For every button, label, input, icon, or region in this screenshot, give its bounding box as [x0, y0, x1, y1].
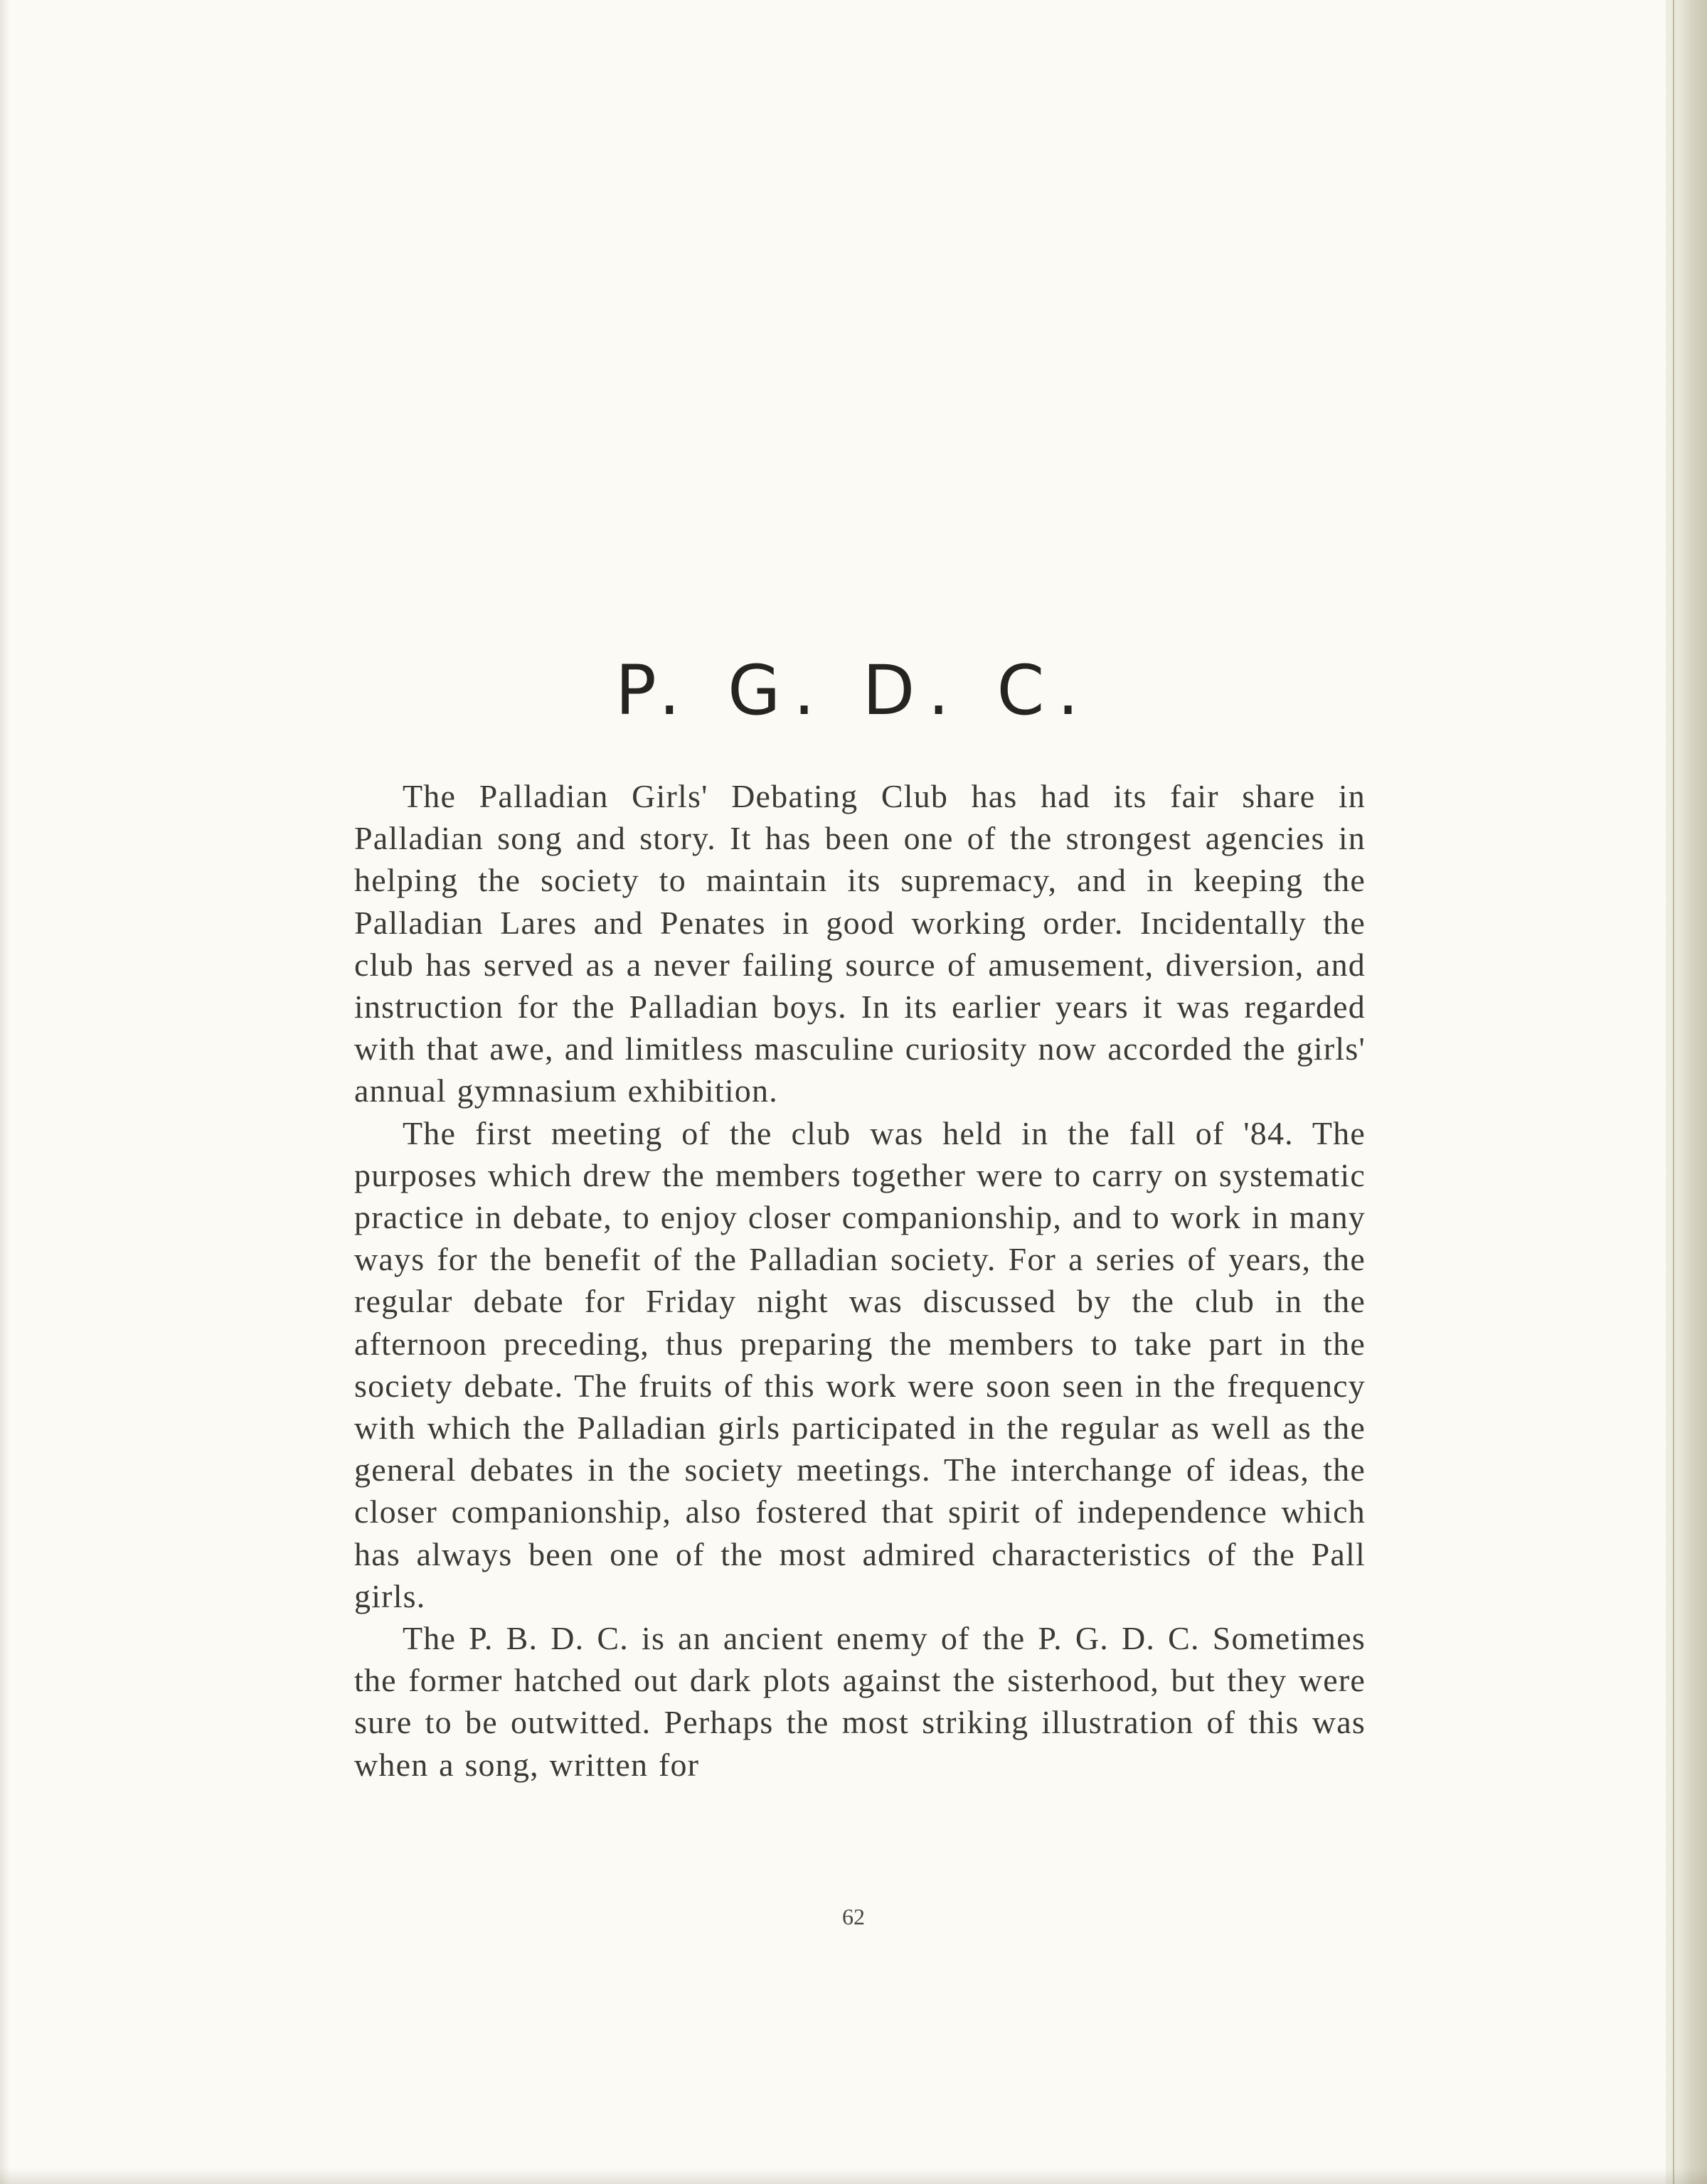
paragraph-2: The first meeting of the club was held in the fall of '84. The purposes which drew the members together were to carry on systematic practice in debate, to enjoy closer companionship, and to work in many ways for the benefit of the Palladian society. For a series of years, the regular debate for Friday night was discussed by the club in the afternoon preceding, thus preparing the members to take part in the society debate. The fruits of this work were soon seen in the frequency with which the Palladian girls participated in the regular as well as the general debates in the society meetings. The interchange of ideas, the closer companionship, also fostered that spirit of independence which has always been one of the most admired characteristics of the Pall girls.	[354, 1114, 1366, 1614]
paragraph-3: The P. B. D. C. is an ancient enemy of the P. G. D. C. Sometimes the former hatched out dark plots against the sisterhood, but they were sure to be outwitted. Perhaps the most striking illustration of this was when a song, written for	[354, 1620, 1366, 1783]
page-left-shadow	[0, 0, 10, 2184]
page-title: P. G. D. C.	[615, 651, 1092, 730]
page-number: 62	[842, 1904, 865, 1929]
binding-edge-line	[1673, 0, 1674, 2184]
page-bottom-shadow	[0, 2168, 1707, 2184]
body-text	[354, 775, 1366, 1786]
paragraph-1: The Palladian Girls' Debating Club has had its fair share in Palladian song and story. It has been one of the strongest agencies in helping the society to maintain its supremacy, and in keeping the Palladian Lares and Penates in good working order. Incidentally the club has served as a never failing source of amusement, diversion, and instruction for the Palladian boys. In its earlier years it was regarded with that awe, and limitless masculine curiosity now accorded the girls' annual gymnasium exhibition.	[354, 778, 1366, 1109]
page-binding-edge	[1666, 0, 1707, 2184]
